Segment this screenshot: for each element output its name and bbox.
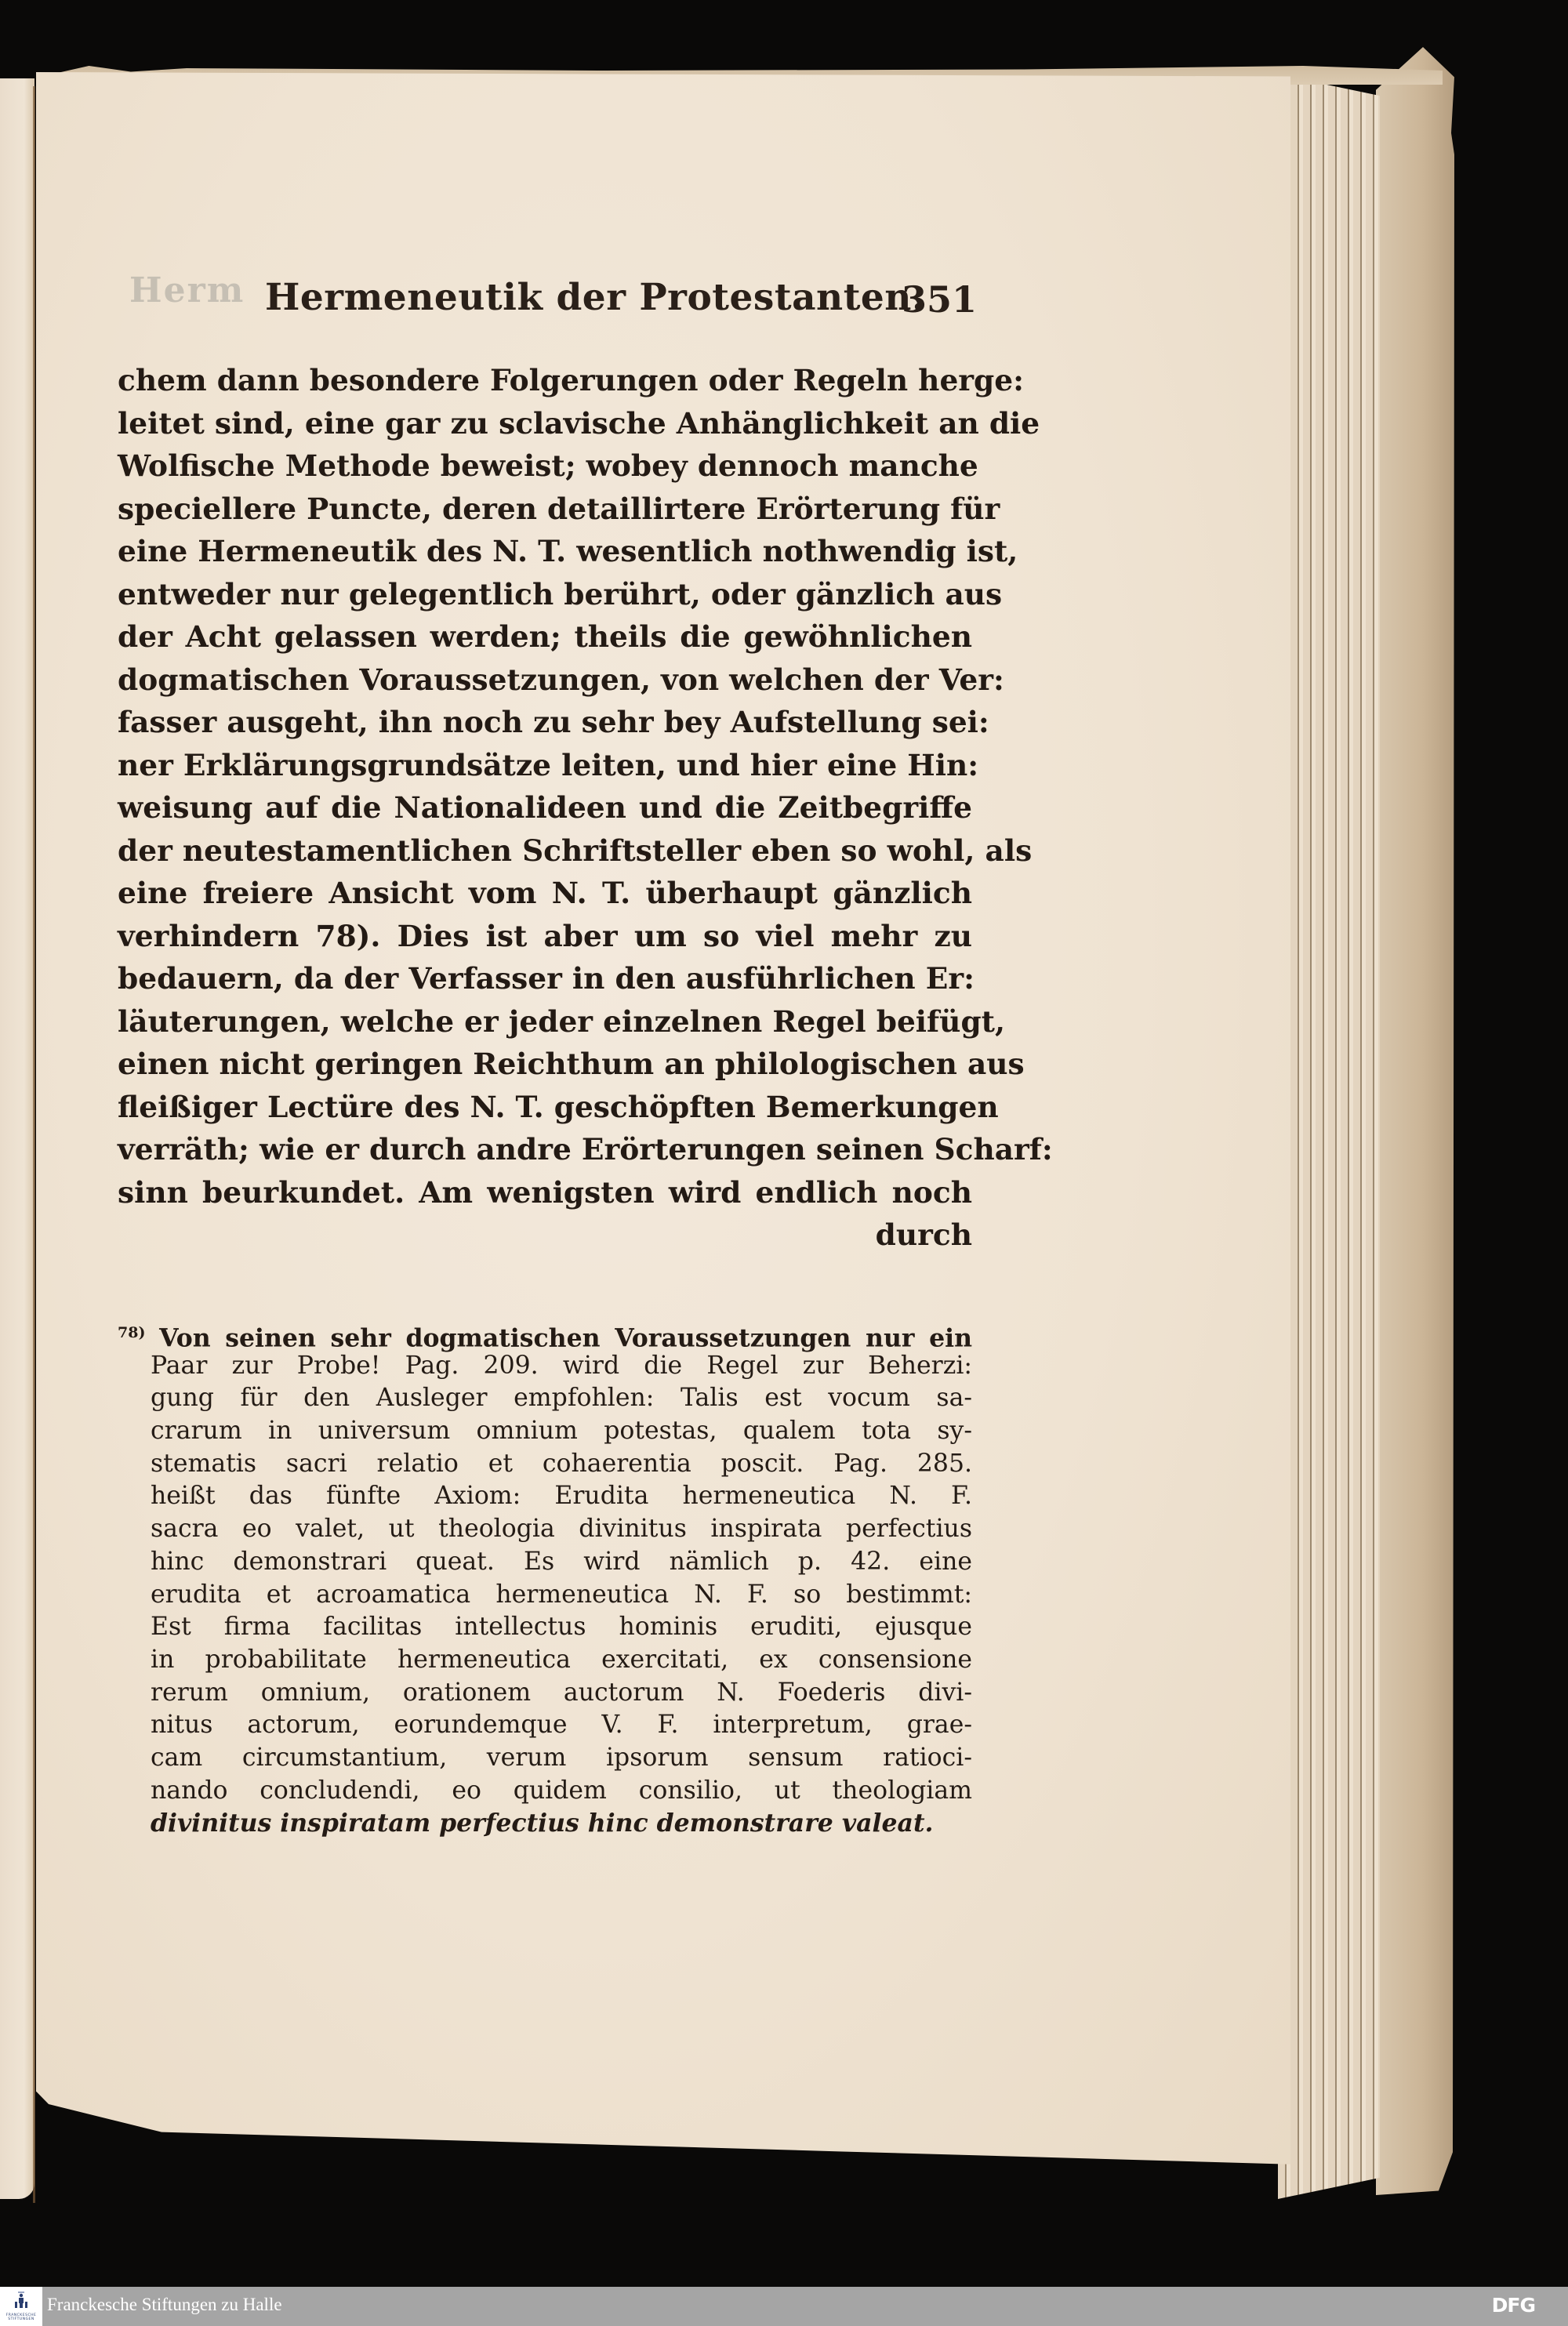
text-line: Wolfische Methode beweist; wobey dennoch manche xyxy=(118,448,978,483)
text-line: läuterungen, welche er jeder einzelnen Regel beifügt, xyxy=(118,1003,1006,1039)
text-line: bedauern, da der Verfasser in den ausführlichen Er: xyxy=(118,961,975,996)
text-line: fasser ausgeht, ihn noch zu sehr bey Aufstellung sei: xyxy=(118,705,989,739)
footnote-line: stematis sacri relatio et cohaerentia poscit. Pag. 285. xyxy=(151,1449,972,1478)
text-line: fleißiger Lectüre des N. T. geschöpften Bemerkungen xyxy=(118,1089,999,1124)
footnote-line: Est firma facilitas intellectus hominis eruditi, ejusque xyxy=(151,1613,972,1642)
text-line: chem dann besondere Folgerungen oder Regeln herge: xyxy=(118,363,1024,397)
page-number: 351 xyxy=(902,278,978,321)
text-line: weisung auf die Nationalideen und die Zeitbegriffe xyxy=(118,790,972,825)
body-text xyxy=(118,359,1053,1257)
catchword: durch xyxy=(875,1217,972,1252)
logo-caption-line: STIFTUNGEN xyxy=(8,2317,34,2321)
text-line: leitet sind, eine gar zu sclavische Anhänglichkeit an die xyxy=(118,405,1040,441)
text-line: entweder nur gelegentlich berührt, oder gänzlich aus xyxy=(118,576,1003,611)
footnote-line: sacra eo valet, ut theologia divinitus inspirata perfectius xyxy=(151,1515,972,1544)
logo-caption xyxy=(2,2313,41,2321)
running-head: Hermeneutik der Protestanten. xyxy=(265,276,925,319)
francke-figure-icon xyxy=(14,2292,28,2309)
book-cover-edge xyxy=(1376,47,1454,2195)
text-line: sinn beurkundet. Am wenigsten wird endlich noch xyxy=(118,1174,972,1210)
dfg-logo[interactable]: DFG xyxy=(1491,2294,1535,2317)
footnote-line: in probabilitate hermeneutica exercitati, ex consensione xyxy=(151,1645,972,1674)
text-line: verhindern 78). Dies ist aber um so viel mehr zu xyxy=(118,918,972,953)
text-line: speciellere Puncte, deren detaillirtere Erörterung für xyxy=(118,491,1000,526)
text-line: einen nicht geringen Reichthum an philologischen aus xyxy=(118,1047,1025,1081)
footnote-line: heißt das fünfte Axiom: Erudita hermeneutica N. F. xyxy=(151,1482,972,1511)
footnote-line: erudita et acroamatica hermeneutica N. F. so bestimmt: xyxy=(151,1580,972,1609)
text-line: verräth; wie er durch andre Erörterungen seinen Scharf: xyxy=(118,1132,1053,1167)
footnote-line: divinitus inspiratam perfectius hinc demonstrare valeat. xyxy=(151,1809,934,1838)
page-edges-stack xyxy=(1278,74,1380,2199)
text-line: dogmatischen Voraussetzungen, von welchen der Ver: xyxy=(118,662,1004,697)
footnote xyxy=(118,1317,972,1840)
footnote-line: nitus actorum, eorundemque V. F. interpretum, grae- xyxy=(151,1711,972,1740)
footnote-line: crarum in universum omnium potestas, qualem tota sy- xyxy=(151,1417,972,1446)
text-line: eine Hermeneutik des N. T. wesentlich nothwendig ist, xyxy=(118,534,1018,568)
footnote-line xyxy=(118,1317,973,1353)
text-line: der neutestamentlichen Schriftsteller eben so wohl, als xyxy=(118,833,1033,868)
text-line: der Acht gelassen werden; theils die gewöhnlichen xyxy=(118,619,972,654)
institution-logo[interactable] xyxy=(0,2287,42,2326)
footnote-line: hinc demonstrari queat. Es wird nämlich p. 42. eine xyxy=(151,1547,972,1576)
footnote-line: cam circumstantium, verum ipsorum sensum ratioci- xyxy=(151,1743,972,1772)
logo-caption-line: FRANCKESCHE xyxy=(5,2313,37,2317)
footnote-line: nando concludendi, eo quidem consilio, ut theologiam xyxy=(151,1776,972,1805)
show-through-text: Herm xyxy=(129,270,245,310)
facing-page-edge xyxy=(0,78,34,2199)
footnote-line: rerum omnium, orationem auctorum N. Foederis divi- xyxy=(151,1678,972,1707)
footnote-marker: 78) xyxy=(118,1324,146,1341)
text-line: ner Erklärungsgrundsätze leiten, und hier eine Hin: xyxy=(118,747,979,782)
institution-name[interactable]: Franckesche Stiftungen zu Halle xyxy=(47,2295,282,2314)
footnote-line: Paar zur Probe! Pag. 209. wird die Regel zur Beherzi: xyxy=(151,1351,972,1380)
footnote-text: Von seinen sehr dogmatischen Voraussetzungen nur ein xyxy=(159,1323,973,1353)
footnote-line: gung für den Ausleger empfohlen: Talis est vocum sa- xyxy=(151,1384,972,1413)
text-line: eine freiere Ansicht vom N. T. überhaupt gänzlich xyxy=(118,876,972,910)
viewer-footer-bar xyxy=(0,2287,1568,2326)
gutter xyxy=(33,86,35,2203)
